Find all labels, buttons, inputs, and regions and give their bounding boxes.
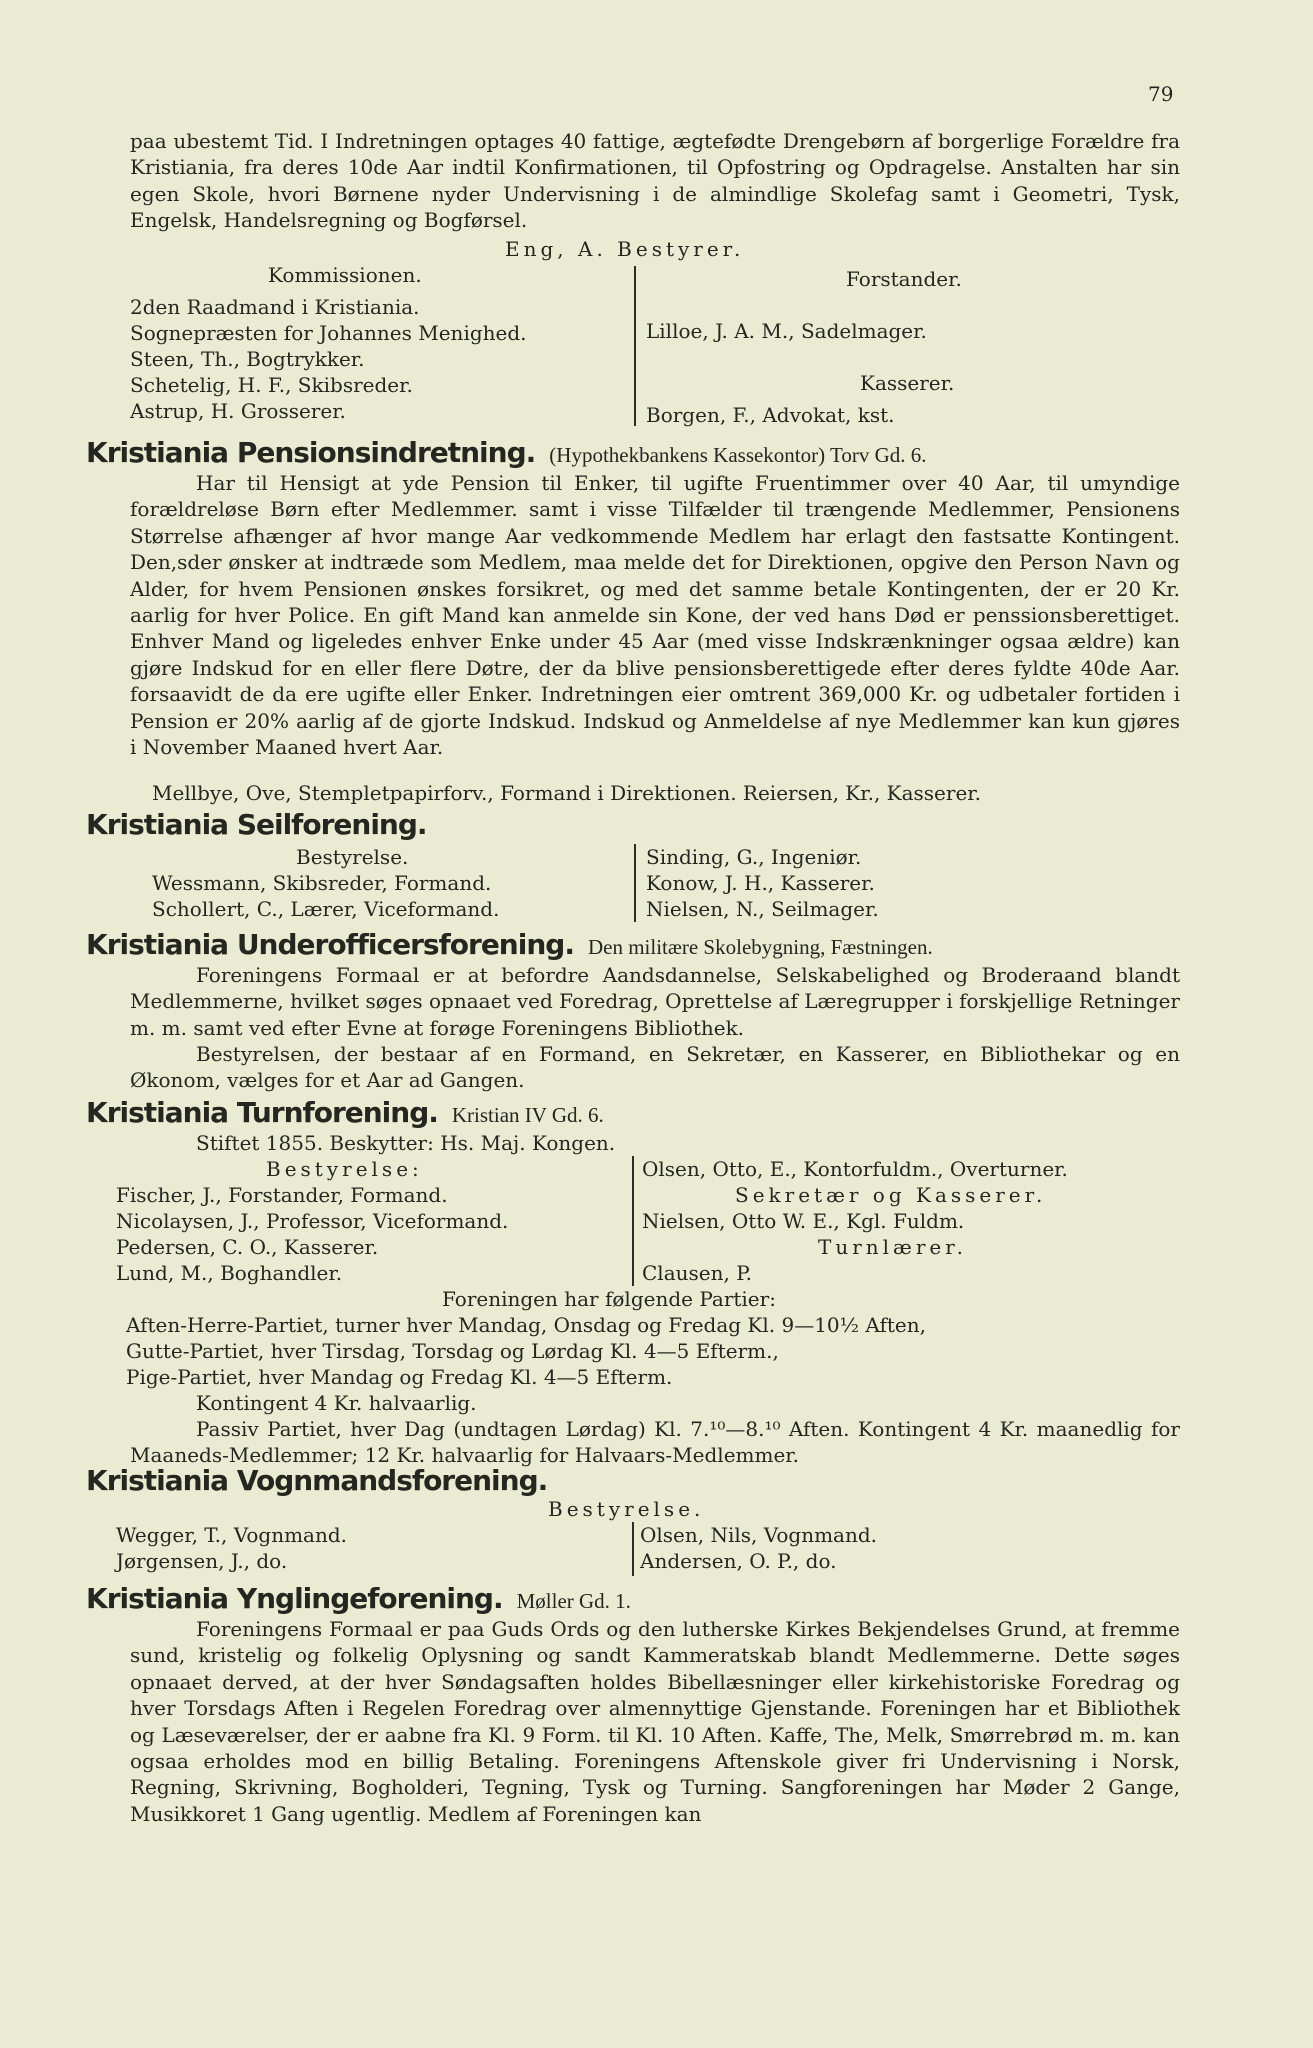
turn-right-title: Turnlærer.: [818, 1235, 967, 1259]
pension-heading: [86, 436, 927, 469]
under-heading: [86, 928, 933, 961]
intro-left-item: Steen, Th., Bogtrykker.: [130, 347, 365, 371]
section-title: Kristiania Pensionsindretning.: [86, 436, 536, 469]
turn-left-item: Lund, M., Boghandler.: [116, 1261, 343, 1285]
seil-right-item: Nielsen, N., Seilmager.: [646, 897, 879, 921]
turn-party: Pige-Partiet, hver Mandag og Fredag Kl. 4—5 Efterm.: [126, 1365, 673, 1389]
intro-left-item: 2den Raadmand i Kristiania.: [130, 295, 420, 319]
seil-heading: [86, 808, 427, 841]
turn-left-item: Fischer, J., Forstander, Formand.: [116, 1183, 448, 1207]
section-title: Kristiania Ynglingeforening.: [86, 1582, 503, 1615]
page-number: 79: [1148, 82, 1174, 106]
section-address: Møller Gd. 1.: [516, 1589, 631, 1613]
turn-party: Gutte-Partiet, hver Tirsdag, Torsdag og Lørdag Kl. 4—5 Efterm.,: [126, 1339, 779, 1363]
column-divider: [632, 1522, 634, 1576]
section-address: Kristian IV Gd. 6.: [451, 1103, 604, 1127]
yngling-heading: [86, 1582, 631, 1615]
pension-officers: Mellbye, Ove, Stempletpapirforv., Formand i Direktionen. Reiersen, Kr., Kasserer.: [152, 781, 982, 805]
section-address: (Hypothekbankens Kassekontor) Torv Gd. 6.: [549, 443, 927, 467]
under-paragraph-1: Foreningens Formaal er at befordre Aandsdannelse, Selskabelighed og Broderaand blandt Medlemmerne, hvilket søges opnaaet ved Foredrag, Oprettelse af Læregrupper i forskjellige Retninger m. m. samt ved efter Evne at forøge Foreningens Bibliothek.: [130, 963, 1180, 1040]
intro-paragraph: paa ubestemt Tid. I Indretningen optages 40 fattige, ægtefødte Drengebørn af borgerlige Forældre fra Kristiania, fra deres 10de Aar indtil Konfirmationen, til Opfostring og Opdragelse. Anstalten har sin egen Skole, hvori Børnene nyder Undervisning i de almindlige Skolefag samt i Geometri, Tysk, Engelsk, Handelsregning og Bogførsel.: [130, 129, 1180, 233]
vogn-right-item: Olsen, Nils, Vognmand.: [640, 1523, 878, 1547]
turn-party: Aften-Herre-Partiet, turner hver Mandag, Onsdag og Fredag Kl. 9—10½ Aften,: [126, 1313, 926, 1337]
section-title: Kristiania Seilforening.: [86, 808, 427, 841]
section-title: Kristiania Vognmandsforening.: [86, 1464, 548, 1497]
column-divider: [634, 844, 636, 922]
under-paragraph-2: Bestyrelsen, der bestaar af en Formand, en Sekretær, en Kasserer, en Bibliothekar og en Økonom, vælges for et Aar ad Gangen.: [130, 1042, 1180, 1093]
turn-kontingent: Kontingent 4 Kr. halvaarlig.: [196, 1391, 477, 1415]
turn-parties-title: Foreningen har følgende Partier:: [442, 1287, 776, 1311]
column-divider: [632, 1156, 634, 1286]
intro-left-item: Schetelig, H. F., Skibsreder.: [130, 373, 413, 397]
seil-left-title: Bestyrelse.: [296, 845, 409, 869]
yngling-paragraph: Foreningens Formaal er paa Guds Ords og den lutherske Kirkes Bekjendelses Grund, at fremme sund, kristelig og folkelig Oplysning og sandt Kammeratskab blandt Medlemmerne. Dette søges opnaaet derved, at der hver Søndagsaften holdes Bibellæsninger eller kirkehistoriske Foredrag og hver Torsdags Aften i Regelen Foredrag over almennyttige Gjenstande. Foreningen har et Bibliothek og Læseværelser, der er aabne fra Kl. 9 Form. til Kl. 10 Aften. Kaffe, The, Melk, Smørrebrød m. m. kan ogsaa erholdes mod en billig Betaling. Foreningens Aftenskole giver fri Undervisning i Norsk, Regning, Skrivning, Bogholderi, Tegning, Tysk og Turning. Sangforeningen har Møder 2 Gange, Musikkoret 1 Gang ugentlig. Medlem af Foreningen kan: [130, 1617, 1180, 1826]
intro-left-item: Astrup, H. Grosserer.: [130, 399, 346, 423]
vogn-right-item: Andersen, O. P., do.: [640, 1549, 837, 1573]
column-divider: [634, 266, 636, 426]
turn-right-item: Olsen, Otto, E., Kontorfuldm., Overturner.: [642, 1157, 1068, 1181]
section-address: Den militære Skolebygning, Fæstningen.: [587, 935, 933, 959]
vogn-board-title: Bestyrelse.: [548, 1497, 705, 1521]
intro-right-title2: Kasserer.: [860, 371, 955, 395]
seil-right-item: Sinding, G., Ingeniør.: [646, 845, 862, 869]
vogn-left-item: Jørgensen, J., do.: [116, 1549, 288, 1573]
intro-right-item: Lilloe, J. A. M., Sadelmager.: [646, 319, 927, 343]
turn-founded: Stiftet 1855. Beskytter: Hs. Maj. Kongen.: [196, 1131, 616, 1155]
turn-right-item: Nielsen, Otto W. E., Kgl. Fuldm.: [642, 1209, 965, 1233]
turn-left-item: Nicolaysen, J., Professor, Viceformand.: [116, 1209, 509, 1233]
turn-heading: [86, 1096, 604, 1129]
pension-paragraph: Har til Hensigt at yde Pension til Enker, til ugifte Fruentimmer over 40 Aar, til umyndige forældreløse Børn efter Medlemmer. samt i visse Tilfælder til trængende Medlemmer, Pensionens Størrelse afhænger af hvor mange Aar vedkommende Medlem har erlagt den fastsatte Kontingent. Den,sder ønsker at indtræde som Medlem, maa melde det for Direktionen, opgive den Person Navn og Alder, for hvem Pensionen ønskes forsikret, og med det samme betale Kontingenten, der er 20 Kr. aarlig for hver Police. En gift Mand kan anmelde sin Kone, der ved hans Død er penssionsberettiget. Enhver Mand og ligeledes enhver Enke under 45 Aar (med visse Indskrænkninger ogsaa ældre) kan gjøre Indskud for en eller flere Døtre, der da blive pensionsberettigede efter deres fyldte 40de Aar. forsaavidt de da ere ugifte eller Enker. Indretningen eier omtrent 369,000 Kr. og udbetaler fortiden i Pension er 20% aarlig af de gjorte Indskud. Indskud og Anmeldelse af nye Medlemmer kan kun gjøres i November Maaned hvert Aar.: [130, 471, 1180, 760]
turn-left-item: Pedersen, C. O., Kasserer.: [116, 1235, 379, 1259]
seil-left-item: Wessmann, Skibsreder, Formand.: [152, 871, 492, 895]
intro-center-line: Eng, A. Bestyrer.: [505, 237, 745, 261]
vogn-heading: [86, 1464, 548, 1497]
seil-right-item: Konow, J. H., Kasserer.: [646, 871, 875, 895]
turn-passiv-paragraph: Passiv Partiet, hver Dag (undtagen Lørdag) Kl. 7.¹⁰—8.¹⁰ Aften. Kontingent 4 Kr. maanedlig for Maaneds-Medlemmer; 12 Kr. halvaarlig for Halvaars-Medlemmer.: [130, 1417, 1180, 1468]
seil-left-item: Schollert, C., Lærer, Viceformand.: [152, 897, 500, 921]
intro-left-item: Sognepræsten for Johannes Menighed.: [130, 321, 527, 345]
section-title: Kristiania Turnforening.: [86, 1096, 438, 1129]
vogn-left-item: Wegger, T., Vognmand.: [116, 1523, 348, 1547]
turn-right-item: Clausen, P.: [642, 1261, 752, 1285]
intro-right-item: Borgen, F., Advokat, kst.: [646, 403, 895, 427]
intro-right-title: Forstander.: [846, 267, 962, 291]
intro-left-title: Kommissionen.: [268, 263, 422, 287]
section-title: Kristiania Underofficersforening.: [86, 928, 574, 961]
turn-left-title: Bestyrelse:: [266, 1157, 423, 1181]
turn-right-title: Sekretær og Kasserer.: [735, 1183, 1047, 1207]
